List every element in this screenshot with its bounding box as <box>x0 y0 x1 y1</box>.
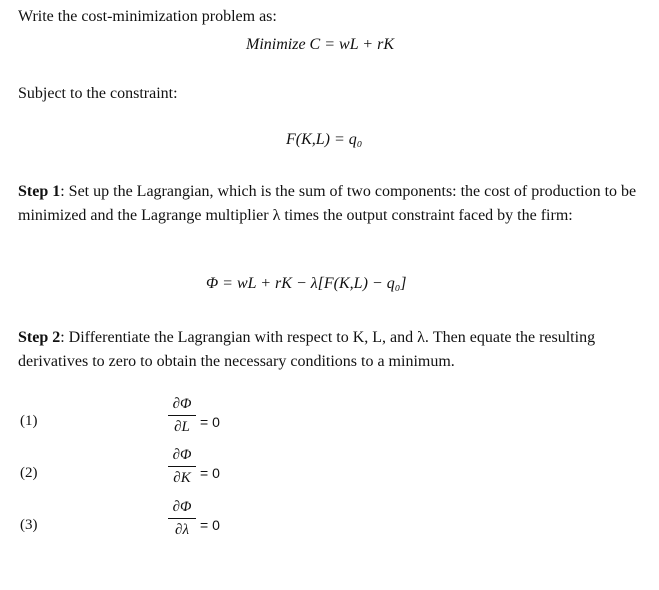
fraction-bar <box>168 415 196 416</box>
step1-paragraph <box>18 180 648 228</box>
objective-equation: Minimize C = wL + rK <box>246 36 394 53</box>
condition-2-numerator: ∂Φ <box>172 447 192 463</box>
step2-paragraph <box>18 326 648 374</box>
step2-label: Step 2 <box>18 329 61 346</box>
condition-1-fraction <box>168 396 196 435</box>
condition-3-label: (3) <box>20 517 38 533</box>
condition-3-denominator: ∂λ <box>175 522 189 538</box>
fraction-bar <box>168 466 196 467</box>
step2-text: : Differentiate the Lagrangian with respect to K, L, and λ. Then equate the resulting derivatives to zero to obtain the necessary conditions to a minimum. <box>18 329 596 370</box>
intro-text: Write the cost-minimization problem as: <box>18 8 277 25</box>
condition-2-denominator: ∂K <box>173 470 191 486</box>
step1-text: : Set up the Lagrangian, which is the sum of two components: the cost of production to be minimized and the Lagrange multiplier λ times the output constraint faced by the firm: <box>18 183 637 224</box>
condition-1-label: (1) <box>20 413 38 429</box>
condition-1-rhs: = 0 <box>200 414 220 430</box>
condition-1-numerator: ∂Φ <box>172 396 192 412</box>
condition-2-label: (2) <box>20 465 38 481</box>
condition-2-rhs: = 0 <box>200 465 220 481</box>
condition-3-fraction <box>168 499 196 538</box>
subject-to-text: Subject to the constraint: <box>18 85 178 102</box>
fraction-bar <box>168 518 196 519</box>
step1-label: Step 1 <box>18 183 61 200</box>
lagrangian-equation: Φ = wL + rK − λ[F(K,L) − q₀] <box>206 275 407 292</box>
condition-3-numerator: ∂Φ <box>172 499 192 515</box>
constraint-equation: F(K,L) = q₀ <box>286 131 363 148</box>
condition-2-fraction <box>168 447 196 486</box>
condition-3-rhs: = 0 <box>200 517 220 533</box>
condition-1-denominator: ∂L <box>174 419 190 435</box>
